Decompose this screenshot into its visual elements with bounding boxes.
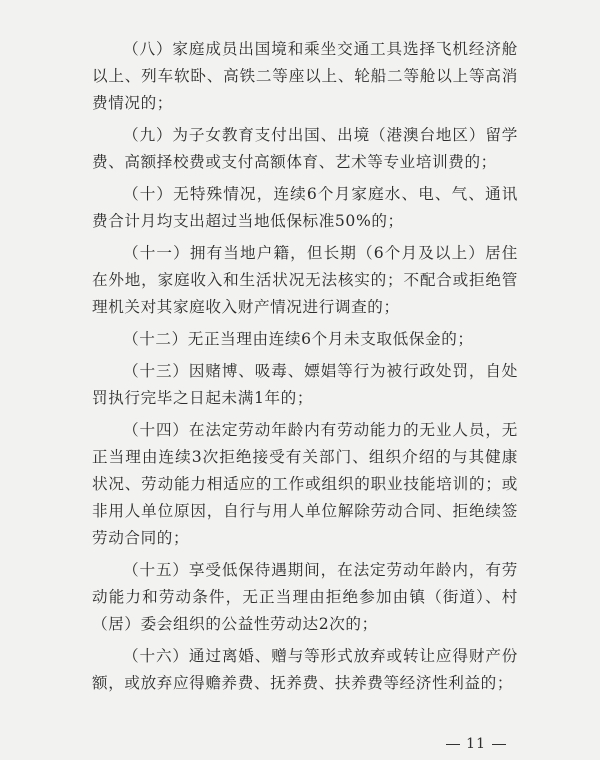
- page-number: [440, 736, 512, 752]
- paragraph-item-15: （十五）享受低保待遇期间，在法定劳动年龄内，有劳动能力和劳动条件，无正当理由拒绝参加由镇（街道）、村（居）委会组织的公益性劳动达2次的；: [92, 561, 518, 633]
- paragraph-item-8: （八）家庭成员出国境和乘坐交通工具选择飞机经济舱以上、列车软卧、高铁二等座以上、轮船二等舱以上等高消费情况的；: [92, 40, 518, 112]
- paragraph-item-10: （十）无特殊情况，连续6个月家庭水、电、气、通讯费合计月均支出超过当地低保标准50%的；: [92, 185, 518, 230]
- left-dash: [446, 744, 460, 745]
- right-dash: [492, 744, 506, 745]
- document-body: [92, 36, 518, 697]
- paragraph-item-16: （十六）通过离婚、赠与等形式放弃或转让应得财产份额，或放弃应得赡养费、抚养费、扶养费等经济性利益的；: [92, 647, 518, 692]
- paragraph-item-14: （十四）在法定劳动年龄内有劳动能力的无业人员，无正当理由连续3次拒绝接受有关部门、组织介绍的与其健康状况、劳动能力相适应的工作或组织的职业技能培训的；或非用人单位原因，自行与用人单位解除劳动合同、拒绝续签劳动合同的；: [92, 421, 518, 547]
- page-number-text: 11: [466, 736, 486, 752]
- paragraph-item-9: （九）为子女教育支付出国、出境（港澳台地区）留学费、高额择校费或支付高额体育、艺术等专业培训费的；: [92, 126, 518, 171]
- paragraph-item-11: （十一）拥有当地户籍，但长期（6个月及以上）居住在外地，家庭收入和生活状况无法核实的；不配合或拒绝管理机关对其家庭收入财产情况进行调查的；: [92, 244, 518, 316]
- paragraph-item-13: （十三）因赌博、吸毒、嫖娼等行为被行政处罚，自处罚执行完毕之日起未满1年的；: [92, 362, 518, 407]
- paragraph-item-12: （十二）无正当理由连续6个月未支取低保金的；: [123, 330, 474, 348]
